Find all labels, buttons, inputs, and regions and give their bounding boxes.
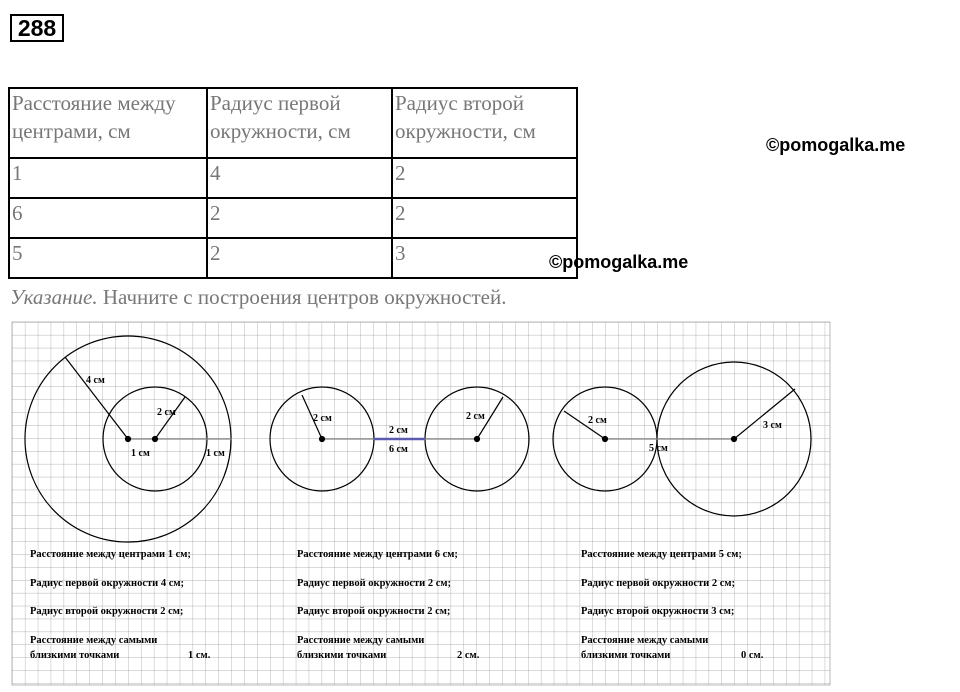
table-cell: 2	[392, 198, 577, 238]
measure-label: 2 см	[313, 413, 332, 424]
note-line: Радиус второй окружности 2 см;	[297, 606, 451, 617]
measure-label: 1 см	[206, 448, 225, 459]
note-line: Радиус первой окружности 2 см;	[297, 578, 452, 589]
table-cell: 6	[9, 198, 207, 238]
note-line: близкими точками	[581, 650, 671, 661]
hint-label: Указание.	[10, 285, 98, 309]
note-line: Расстояние между самыми	[581, 635, 709, 646]
note-line: близкими точками	[297, 650, 387, 661]
measure-label: 2 см	[588, 415, 607, 426]
note-value: 1 см.	[188, 650, 211, 661]
center-point	[126, 437, 131, 442]
measure-label: 2 см	[389, 425, 408, 436]
note-line: Расстояние между центрами 1 см;	[30, 549, 191, 560]
center-point	[320, 437, 325, 442]
measure-label: 5 см	[649, 443, 668, 454]
table-cell: 2	[207, 198, 392, 238]
note-line: Радиус первой окружности 4 см;	[30, 578, 185, 589]
table-cell: 2	[392, 158, 577, 198]
watermark: ©pomogalka.me	[549, 252, 689, 272]
table-cell: 1	[9, 158, 207, 198]
note-line: Расстояние между центрами 5 см;	[581, 549, 742, 560]
note-line: Расстояние между самыми	[30, 635, 158, 646]
center-point	[475, 437, 480, 442]
header-distance: Расстояние между центрами, см	[9, 88, 207, 158]
note-line: Радиус второй окружности 2 см;	[30, 606, 184, 617]
note-line: Расстояние между самыми	[297, 635, 425, 646]
table-cell: 3	[392, 238, 577, 278]
measure-label: 2 см	[157, 407, 176, 418]
note-line: Радиус второй окружности 3 см;	[581, 606, 735, 617]
table-cell: 4	[207, 158, 392, 198]
header-radius-second: Радиус второй окружности, см	[392, 88, 577, 158]
center-point	[732, 437, 737, 442]
hint-text: Начните с построения центров окружностей.	[102, 285, 507, 309]
measure-label: 2 см	[466, 411, 485, 422]
note-line: Радиус первой окружности 2 см;	[581, 578, 736, 589]
note-line: Расстояние между центрами 6 см;	[297, 549, 458, 560]
problem-number: 288	[10, 14, 64, 42]
header-radius-first: Радиус первой окружности, см	[207, 88, 392, 158]
center-point	[603, 437, 608, 442]
measure-label: 6 см	[389, 444, 408, 455]
table-cell: 2	[207, 238, 392, 278]
note-value: 0 см.	[741, 650, 764, 661]
grid-paper	[12, 322, 830, 685]
measure-label: 3 см	[763, 420, 782, 431]
measure-label: 4 см	[86, 375, 105, 386]
note-value: 2 см.	[457, 650, 480, 661]
center-point	[153, 437, 158, 442]
measure-label: 1 см	[131, 448, 150, 459]
note-line: близкими точками	[30, 650, 120, 661]
table-cell: 5	[9, 238, 207, 278]
watermark: ©pomogalka.me	[766, 135, 906, 155]
